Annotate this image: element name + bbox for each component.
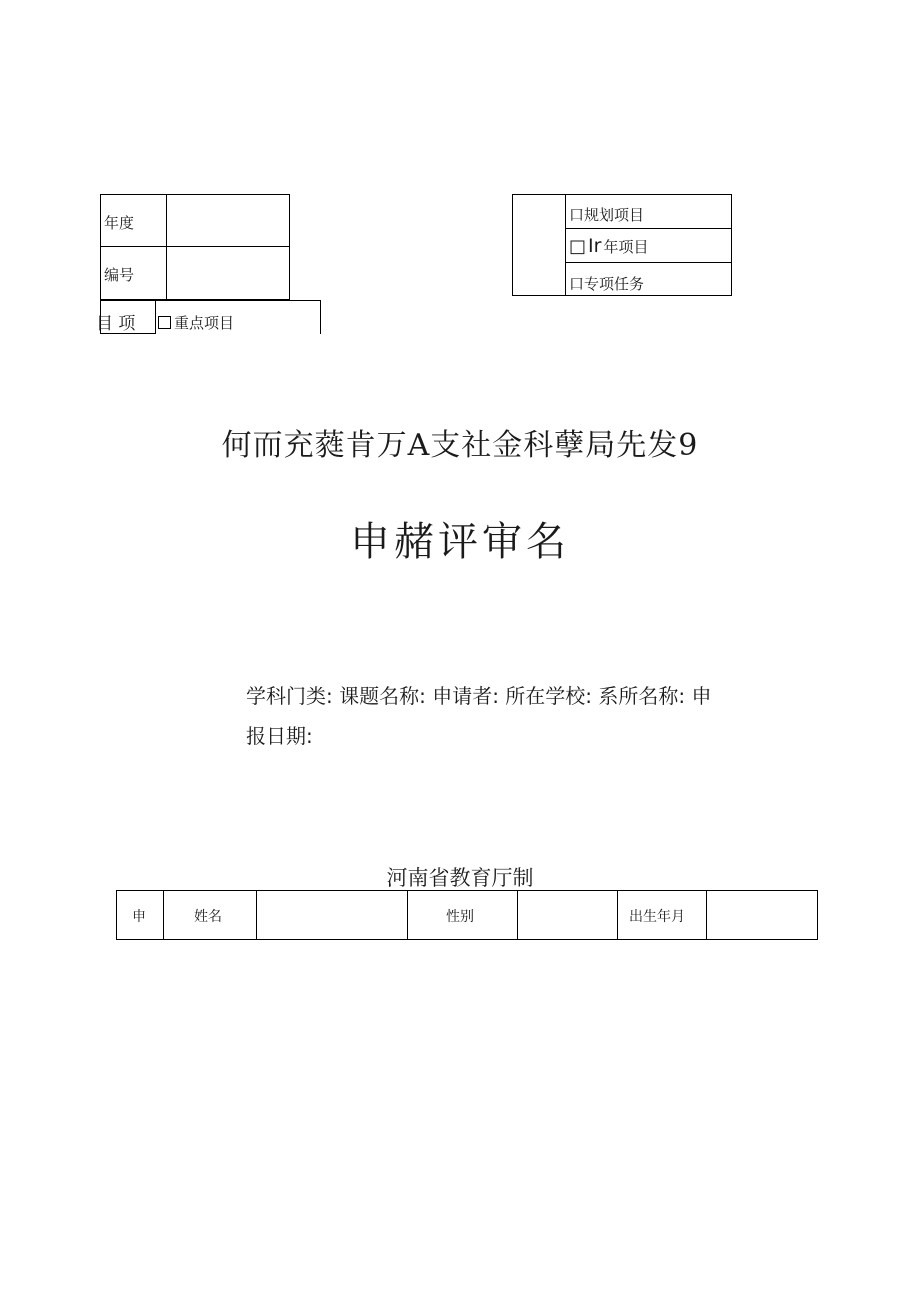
year-field[interactable] xyxy=(168,196,288,244)
info-line-1: 学科门类: 课题名称: 申请者: 所在学校: 系所名称: 申 xyxy=(246,684,712,708)
key-project-option[interactable] xyxy=(158,312,234,333)
annual-project-prefix: Ir xyxy=(588,235,602,257)
key-project-label: 重点项目 xyxy=(174,314,235,332)
application-info xyxy=(246,676,826,756)
annual-project-option[interactable] xyxy=(569,235,648,257)
plan-project-label: 规划项目 xyxy=(584,206,645,224)
key-project-checkbox[interactable] xyxy=(158,316,171,329)
annual-project-checkbox[interactable]: □ xyxy=(569,236,587,257)
special-task-checkbox[interactable]: 口 xyxy=(569,275,585,293)
birth-date-field[interactable] xyxy=(708,892,816,938)
plan-project-option[interactable] xyxy=(569,204,644,225)
info-line-2: 报日期: xyxy=(246,724,313,748)
annual-project-label: 年项目 xyxy=(603,238,649,256)
number-field[interactable] xyxy=(168,248,288,298)
document-title-line2: 申赭评审名 xyxy=(350,519,570,565)
name-label: 姓名 xyxy=(194,909,222,925)
birth-date-label: 出生年月 xyxy=(629,909,685,925)
document-title-line1: 何而充蕤肯万A支社金科孽局先发9 xyxy=(221,428,699,463)
gender-field[interactable] xyxy=(519,892,616,938)
plan-project-checkbox[interactable]: 口 xyxy=(569,206,585,224)
year-label: 年度 xyxy=(104,214,135,232)
special-task-option[interactable] xyxy=(569,273,644,294)
gender-label: 性别 xyxy=(446,909,474,925)
project-type-label: 目 项 xyxy=(96,314,136,334)
issuing-department: 河南省教育厅制 xyxy=(386,866,534,890)
number-label: 编号 xyxy=(104,266,135,284)
special-task-label: 专项任务 xyxy=(584,275,645,293)
name-field[interactable] xyxy=(258,892,406,938)
applicant-section-label: 申 xyxy=(132,909,146,925)
